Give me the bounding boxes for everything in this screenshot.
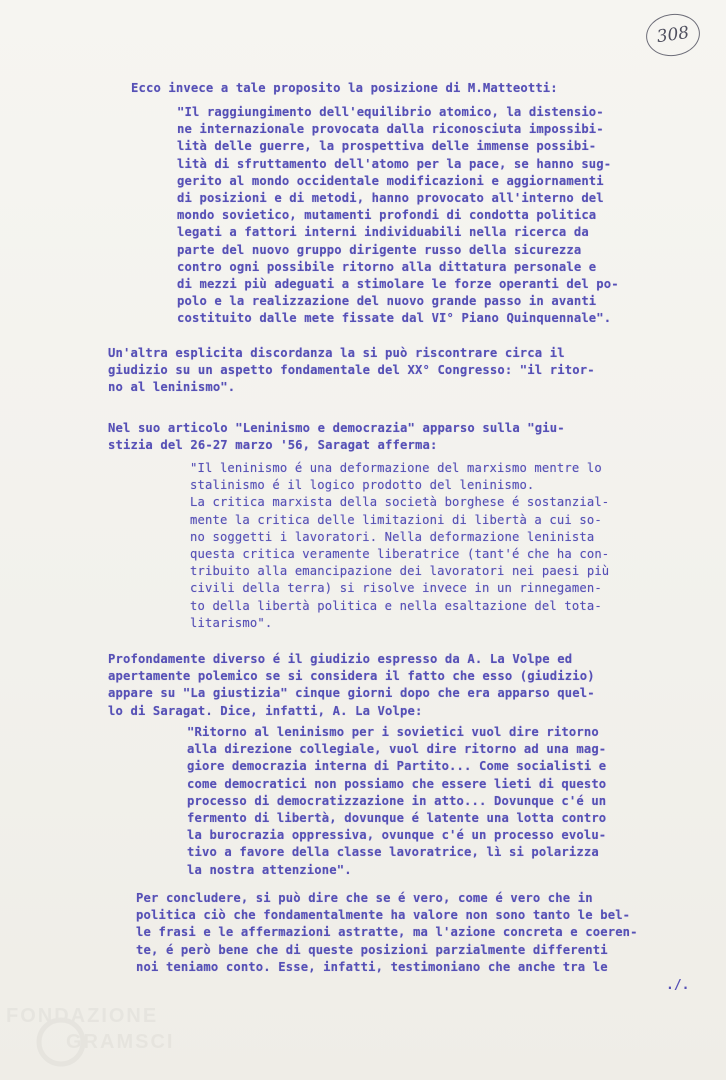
discordance-paragraph: Un'altra esplicita discordanza la si può riscontrare circa il giudizio su un aspetto fondamentale del XX° Congresso: "il ritor- no al leninismo". xyxy=(108,346,595,395)
page-number: 308 xyxy=(655,22,691,48)
matteotti-quote: "Il raggiungimento dell'equilibrio atomico, la distensio- ne internazionale provocata dalla riconosciuta impossibi- lità delle guerre, la prospettiva delle immense possibi- lità di sfruttamento dell'atomo per la pace, se hanno sug- gerito al mondo occidentale modificazioni e aggiornamenti di posizioni e di metodi, hanno provocato all'interno del mondo sovietico, mutamenti profondi di condotta politica legati a fattori interni individuabili nella ricerca da parte del nuovo gruppo dirigente russo della sicurezza contro ogni possibile ritorno alla dittatura personale e di mezzi più adeguati a stimolare le forze operanti del po- polo e la realizzazione del nuovo grande passo in avanti costituito dalle mete fissate dal VI° Piano Quinquennale". xyxy=(177,105,619,326)
continuation-mark: ./. xyxy=(666,978,690,993)
intro-paragraph: Ecco invece a tale proposito la posizione di M.Matteotti: xyxy=(131,81,558,95)
conclusion-paragraph: Per concludere, si può dire che se é vero, come é vero che in politica ciò che fondamentalmente ha valore non sono tanto le bel- le frasi e le affermazioni astratte, ma l'azione concreta e coeren- te, é però bene che di queste posizioni parzialmente differenti noi teniamo conto. Esse, infatti, testimoniano che anche tra le xyxy=(136,891,638,974)
saragat-intro-paragraph: Nel suo articolo "Leninismo e democrazia" apparso sulla "giu- stizia del 26-27 marzo '56, Saragat afferma: xyxy=(108,421,565,453)
svg-text:FONDAZIONE: FONDAZIONE xyxy=(6,1005,159,1027)
la-volpe-quote: "Ritorno al leninismo per i sovietici vuol dire ritorno alla direzione collegiale, vuol dire ritorno ad una mag- giore democrazia interna di Partito... Come socialisti e come democratici non possiamo che essere lieti di questo processo di democratizzazione in atto... Dovunque c'é un fermento di libertà, dovunque é latente una lotta contro la burocrazia oppressiva, ovunque c'é un processo evolu- tivo a favore della classe lavoratrice, lì si polarizza la nostra attenzione". xyxy=(187,725,607,877)
la-volpe-intro-paragraph: Profondamente diverso é il giudizio espresso da A. La Volpe ed apertamente polemico se si considera il fatto che esso (giudizio) appare su "La giustizia" cinque giorni dopo che era apparso quel- lo di Saragat. Dice, infatti, A. La Volpe: xyxy=(108,652,595,718)
page-number-stamp xyxy=(643,10,702,59)
archive-watermark xyxy=(6,1000,206,1070)
watermark-logo-icon xyxy=(6,1000,206,1070)
svg-text:GRAMSCI: GRAMSCI xyxy=(66,1031,175,1053)
saragat-quote: "Il leninismo é una deformazione del marxismo mentre lo stalinismo é il logico prodotto del leninismo. La critica marxista della società borghese é sostanzial- mente la critica delle limitazioni di libertà a cui so- no soggetti i lavoratori. Nella deformazione leninista questa critica veramente liberatrice (tant'é che ha con- tribuito alla emancipazione dei lavoratori nei paesi più civili della terra) si risolve invece in un rinnegamen- to della libertà politica e nella esaltazione del tota- litarismo". xyxy=(190,461,610,630)
